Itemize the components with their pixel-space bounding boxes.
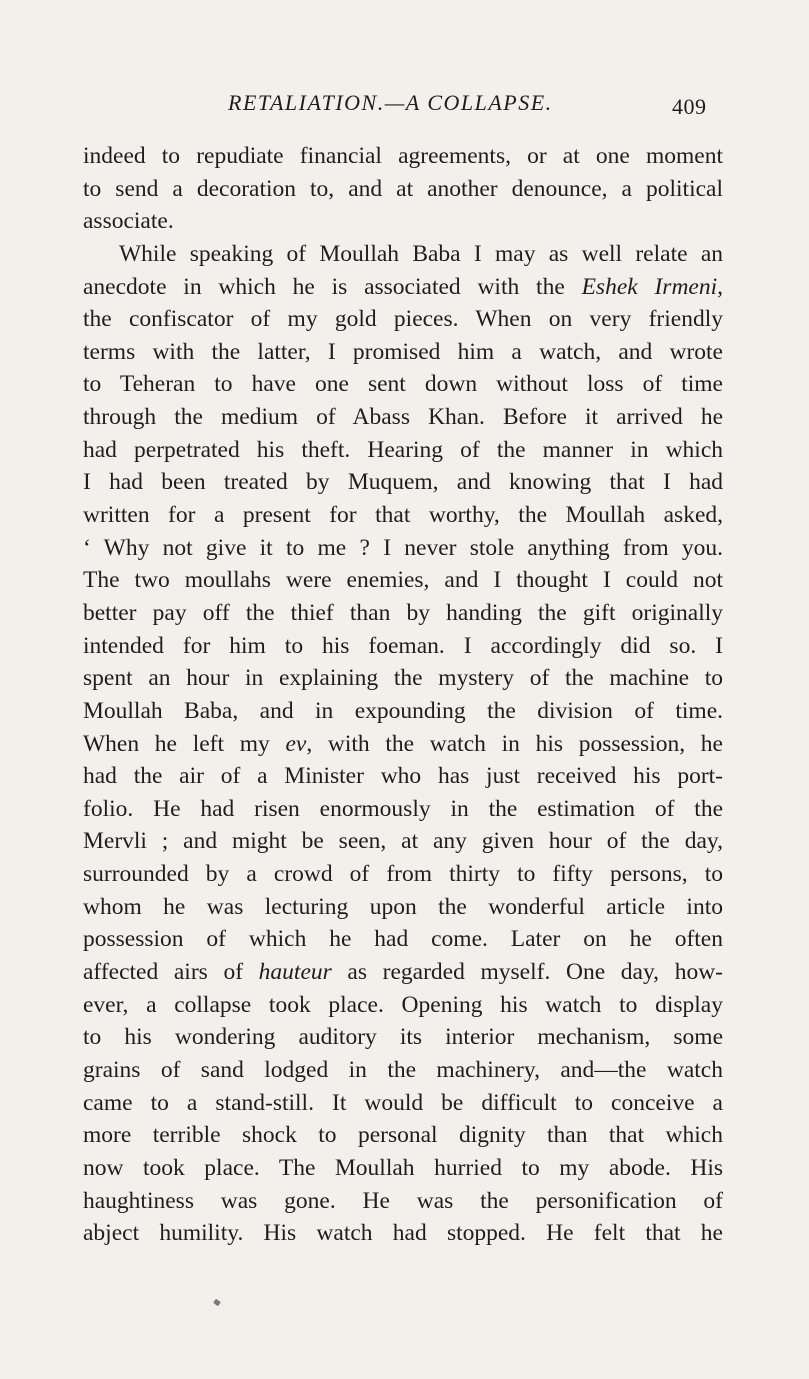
text-segment: , [717, 273, 724, 300]
text-line [83, 303, 723, 336]
text-segment: grains of sand lodged in the machinery, and—the watch [83, 1056, 723, 1083]
body-text [83, 140, 723, 1250]
text-segment: to Teheran to have one sent down without loss of time [83, 371, 723, 398]
text-line [83, 499, 723, 532]
text-line [83, 401, 723, 434]
text-line [83, 173, 723, 206]
running-title: RETALIATION.—A COLLAPSE. [228, 90, 553, 115]
text-line [83, 1087, 723, 1120]
text-line [83, 662, 723, 695]
text-line [83, 760, 723, 793]
text-line [83, 205, 723, 238]
text-segment: the confiscator of my gold pieces. When on very friendly [83, 306, 723, 333]
text-segment: associate. [83, 208, 174, 235]
italic-phrase: Eshek Irmeni [581, 273, 718, 300]
text-segment: had perpetrated his theft. Hearing of the manner in which [83, 436, 723, 463]
text-line [83, 956, 723, 989]
text-segment: to his wondering auditory its interior mechanism, some [83, 1024, 723, 1051]
text-line [83, 271, 723, 304]
text-segment: While speaking of Moullah Baba I may as well relate an [119, 240, 723, 267]
text-line [83, 532, 723, 565]
text-segment: Mervli ; and might be seen, at any given hour of the day, [83, 828, 723, 855]
text-segment: , with the watch in his possession, he [306, 730, 723, 757]
text-line [83, 923, 723, 956]
italic-phrase: hauteur [258, 959, 332, 986]
text-line [83, 336, 723, 369]
text-segment: possession of which he had come. Later on he often [83, 926, 723, 953]
text-segment: more terrible shock to personal dignity than that which [83, 1122, 723, 1149]
text-segment: When he left my [83, 730, 286, 757]
text-segment: haughtiness was gone. He was the personification of [83, 1187, 723, 1214]
text-line [83, 695, 723, 728]
text-segment: spent an hour in explaining the mystery of the machine to [83, 665, 723, 692]
text-line [83, 1119, 723, 1152]
text-segment: I had been treated by Muquem, and knowing that I had [83, 469, 723, 496]
text-line [83, 140, 723, 173]
text-segment: written for a present for that worthy, the Moullah asked, [83, 502, 723, 529]
text-segment: surrounded by a crowd of from thirty to fifty persons, to [83, 861, 723, 888]
text-line [83, 434, 723, 467]
text-line [83, 858, 723, 891]
print-speck [213, 1299, 221, 1307]
text-segment: as regarded myself. One day, how- [331, 959, 723, 986]
text-line [83, 597, 723, 630]
text-segment: ever, a collapse took place. Opening his watch to display [83, 991, 723, 1018]
text-line [83, 1185, 723, 1218]
text-line [83, 1217, 723, 1250]
text-line [83, 1021, 723, 1054]
text-segment: Moullah Baba, and in expounding the division of time. [83, 697, 723, 724]
text-segment: terms with the latter, I promised him a watch, and wrote [83, 338, 723, 365]
running-head [0, 90, 809, 120]
text-line [83, 728, 723, 761]
text-segment: had the air of a Minister who has just received his port- [83, 763, 723, 790]
text-line [83, 368, 723, 401]
text-segment: better pay off the thief than by handing the gift originally [83, 599, 723, 626]
text-line [83, 564, 723, 597]
text-line [83, 891, 723, 924]
text-line [83, 1054, 723, 1087]
text-line [83, 466, 723, 499]
text-line [83, 238, 723, 271]
text-segment: came to a stand-still. It would be difficult to conceive a [83, 1089, 723, 1116]
text-segment: indeed to repudiate financial agreements, or at one moment [83, 143, 723, 169]
text-segment: anecdote in which he is associated with the [83, 273, 582, 300]
text-line [83, 630, 723, 663]
text-line [83, 989, 723, 1022]
text-segment: abject humility. His watch had stopped. He felt that he [83, 1220, 723, 1247]
text-segment: whom he was lecturing upon the wonderful article into [83, 893, 723, 920]
text-segment: ‘ Why not give it to me ? I never stole anything from you. [83, 534, 723, 561]
italic-phrase: ev [285, 730, 307, 757]
text-segment: through the medium of Abass Khan. Before it arrived he [83, 404, 723, 431]
page-number: 409 [672, 94, 707, 119]
text-segment: folio. He had risen enormously in the estimation of the [83, 795, 723, 822]
text-segment: to send a decoration to, and at another denounce, a political [83, 175, 723, 202]
text-line [83, 1152, 723, 1185]
text-line [83, 793, 723, 826]
text-line [83, 825, 723, 858]
text-segment: affected airs of [83, 959, 259, 986]
text-segment: intended for him to his foeman. I accordingly did so. I [83, 632, 723, 659]
text-segment: The two moullahs were enemies, and I thought I could not [83, 567, 723, 594]
text-segment: now took place. The Moullah hurried to my abode. His [83, 1154, 723, 1181]
